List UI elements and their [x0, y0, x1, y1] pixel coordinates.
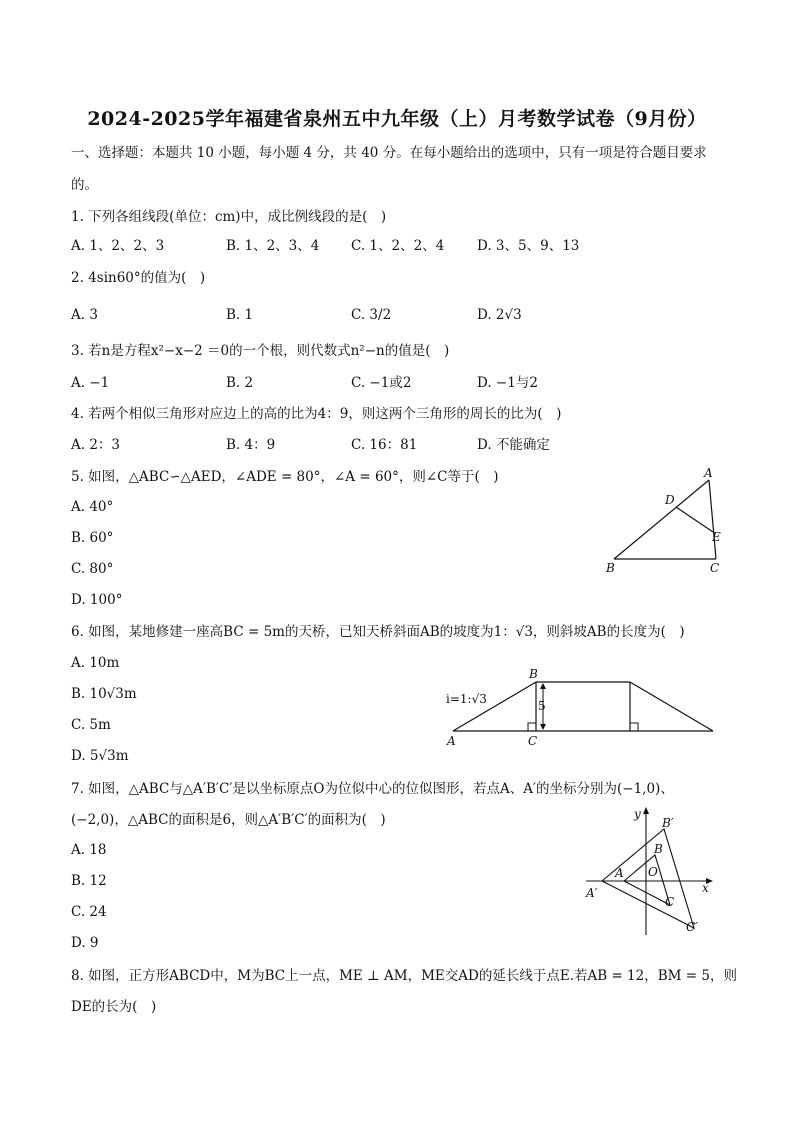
section-instructions-line2: 的。: [71, 177, 98, 193]
question-3-option-d: D. −1与2: [477, 375, 538, 391]
question-1-stem: 1. 下列各组线段(单位：cm)中，成比例线段的是( ): [71, 209, 387, 225]
question-2-option-b: B. 1: [226, 307, 254, 323]
label-b: B: [529, 667, 538, 681]
question-2-option-a: A. 3: [71, 307, 98, 323]
question-7-option-a: A. 18: [71, 842, 107, 858]
question-5-stem: 5. 如图，△ABC∽△AED，∠ADE = 80°，∠A = 60°，则∠C等于( ): [71, 469, 499, 485]
question-6-option-a: A. 10m: [71, 655, 120, 671]
question-2-stem: 2. 4sin60°的值为( ): [71, 270, 206, 286]
question-7-option-c: C. 24: [71, 904, 107, 920]
height-label: 5: [538, 699, 546, 713]
label-b: B: [654, 842, 663, 856]
question-5-option-b: B. 60°: [71, 530, 114, 546]
question-7-stem: 7. 如图，△ABC与△A′B′C′是以坐标原点O为位似中心的位似图形，若点A、A′的坐标分别为(−1,0)、: [71, 781, 674, 797]
question-7-option-b: B. 12: [71, 873, 107, 889]
question-2-option-d: D. 2√3: [477, 307, 522, 323]
question-4-stem: 4. 若两个相似三角形对应边上的高的比为4：9，则这两个三角形的周长的比为( ): [71, 406, 562, 422]
figure-q5-triangle: [598, 462, 733, 580]
question-1-option-c: C. 1、2、2、4: [351, 238, 445, 254]
question-4-option-d: D. 不能确定: [477, 437, 550, 453]
question-2-option-c: C. 3/2: [351, 307, 392, 323]
question-1-option-b: B. 1、2、3、4: [226, 238, 320, 254]
section-instructions-line1: 一、选择题：本题共 10 小题，每小题 4 分，共 40 分。在每小题给出的选项中，只有一项是符合题目要求: [71, 145, 707, 161]
label-d: D: [665, 493, 675, 507]
page-title: 2024-2025学年福建省泉州五中九年级（上）月考数学试卷（9月份）: [87, 108, 707, 130]
question-4-option-a: A. 2：3: [71, 437, 121, 453]
figure-q7-similar-triangles: [578, 805, 718, 940]
label-y: y: [634, 807, 641, 821]
label-a-prime: A′: [586, 886, 598, 900]
question-6-option-b: B. 10√3m: [71, 686, 137, 702]
question-1-option-a: A. 1、2、2、3: [71, 238, 165, 254]
question-6-stem: 6. 如图，某地修建一座高BC = 5m的天桥，已知天桥斜面AB的坡度为1：√3，则斜坡AB的长度为( ): [71, 624, 685, 640]
question-7-stem-line2: (−2,0)，△ABC的面积是6，则△A′B′C′的面积为( ): [71, 812, 386, 828]
question-6-option-d: D. 5√3m: [71, 748, 129, 764]
question-3-option-a: A. −1: [71, 375, 110, 391]
label-a: A: [704, 466, 713, 480]
question-3-option-b: B. 2: [226, 375, 254, 391]
label-c: C: [710, 561, 720, 575]
question-4-option-c: C. 16：81: [351, 437, 418, 453]
label-c: C: [528, 734, 538, 748]
label-b-prime: B′: [662, 816, 674, 830]
slope-label: i=1:√3: [446, 692, 487, 706]
question-5-option-c: C. 80°: [71, 561, 114, 577]
question-6-option-c: C. 5m: [71, 717, 111, 733]
label-a: A: [447, 734, 456, 748]
question-5-option-d: D. 100°: [71, 592, 123, 608]
label-c-prime: C′: [686, 920, 698, 934]
question-7-option-d: D. 9: [71, 935, 99, 951]
label-x: x: [702, 881, 709, 895]
figure-q6-bridge: [440, 664, 720, 750]
question-5-option-a: A. 40°: [71, 499, 114, 515]
question-4-option-b: B. 4：9: [226, 437, 276, 453]
label-e: E: [712, 530, 721, 544]
question-8-stem-line2: DE的长为( ): [71, 999, 157, 1015]
question-8-stem: 8. 如图，正方形ABCD中，M为BC上一点，ME ⊥ AM，ME交AD的延长线于点E.若AB = 12，BM = 5，则: [71, 968, 737, 984]
label-o: O: [648, 865, 658, 879]
label-b: B: [606, 561, 615, 575]
label-c: C: [665, 895, 675, 909]
question-3-option-c: C. −1或2: [351, 375, 412, 391]
label-a: A: [615, 866, 624, 880]
question-3-stem: 3. 若n是方程x²−x−2 ＝0的一个根，则代数式n²−n的值是( ): [71, 343, 450, 359]
question-1-option-d: D. 3、5、9、13: [477, 238, 580, 254]
